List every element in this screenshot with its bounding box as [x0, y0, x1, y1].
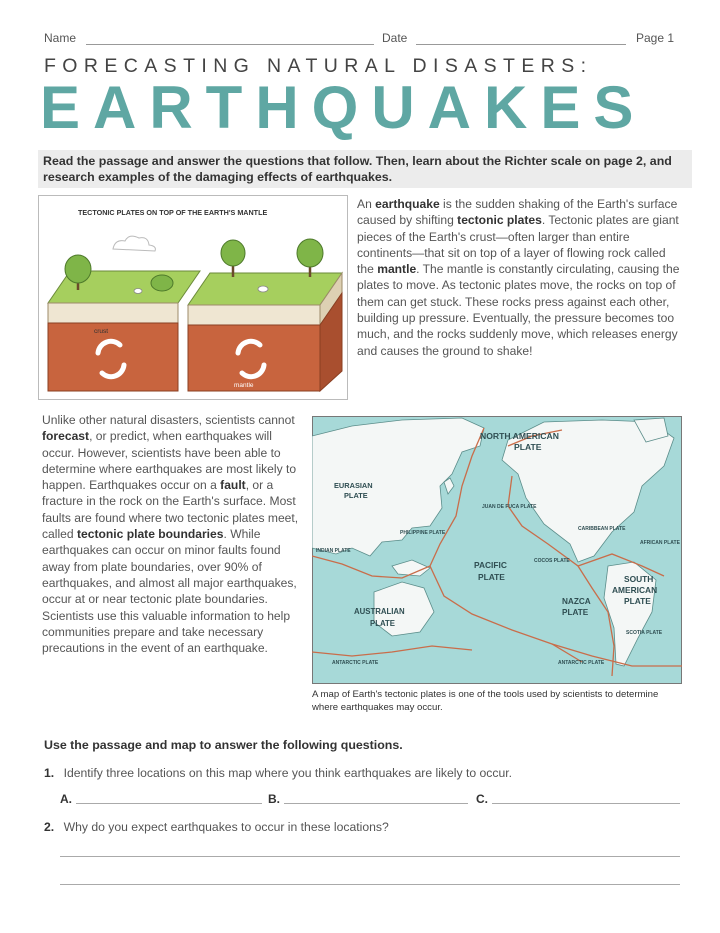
- term-tectonic-plates: tectonic plates: [457, 213, 542, 228]
- plates-illustration-graphic: [38, 195, 348, 400]
- date-field[interactable]: [416, 44, 626, 45]
- answer-b-label: B.: [268, 792, 280, 806]
- passage-forecasting: [42, 412, 304, 656]
- tectonic-plates-map: [312, 416, 682, 684]
- answer-b-line[interactable]: [284, 803, 468, 804]
- map-label-australian: AUSTRALIAN: [354, 607, 405, 616]
- name-field[interactable]: [86, 44, 374, 45]
- answer-c-line[interactable]: [492, 803, 680, 804]
- map-label-indian: INDIAN PLATE: [316, 548, 351, 554]
- map-label-nazca: NAZCA: [562, 597, 591, 606]
- map-label-american: AMERICAN: [612, 585, 658, 595]
- answer-2-line-2[interactable]: [60, 884, 680, 885]
- page-title: EARTHQUAKES: [40, 74, 647, 141]
- term-mantle: mantle: [377, 262, 417, 277]
- passage2-text-2: , or predict, when earthquakes will occur. However, scientists have been able to determine where earthquakes are most likely to happen. Earthquakes occur on a: [42, 429, 297, 493]
- term-forecast: forecast: [42, 429, 90, 444]
- map-label-african: AFRICAN PLATE: [640, 540, 680, 546]
- name-label: Name: [44, 31, 77, 45]
- passage2-text-3: , or a fracture in the rock on the Earth's surface. Most faults are found where two tectonic plates meet, called: [42, 478, 299, 542]
- map-label-nazca-plate: PLATE: [562, 608, 589, 617]
- map-label-eurasian: EURASIAN: [334, 481, 373, 490]
- passage1-text-4: . The mantle is constantly circulating, causing the plates to move. As tectonic plates move, the rocks on top of them can get stuck. These rocks press against each other, building up pressure. Eventually, the pressure becomes too much, and the rocks suddenly move, which releases energy and causes the ground to shake!: [357, 262, 680, 358]
- world-map-graphic: [312, 416, 682, 684]
- map-label-pacific: PACIFIC: [474, 560, 507, 570]
- map-label-south: SOUTH: [624, 574, 654, 584]
- term-fault: fault: [220, 478, 246, 493]
- answer-2-line-1[interactable]: [60, 856, 680, 857]
- map-label-antarctic-west: ANTARCTIC PLATE: [332, 660, 379, 666]
- term-tectonic-plate-boundaries: tectonic plate boundaries: [76, 527, 224, 542]
- page-number: Page 1: [636, 31, 675, 45]
- map-label-north-american: NORTH AMERICAN: [480, 431, 559, 441]
- map-label-eurasian-plate: PLATE: [344, 491, 368, 500]
- passage2-text-1: Unlike other natural disasters, scientists cannot: [42, 413, 295, 427]
- map-label-juan-de-fuca: JUAN DE FUCA PLATE: [482, 504, 537, 510]
- question-2: [44, 820, 389, 834]
- map-label-australian-plate: PLATE: [370, 619, 395, 628]
- passage1-text-3: . Tectonic plates are giant pieces of the Earth's crust—often larger than entire continents—that sit on top of a layer of flowing rock called the: [357, 213, 679, 277]
- passage-earthquake-definition: [357, 196, 685, 359]
- map-label-south-american-plate: PLATE: [624, 596, 651, 606]
- question-1: [44, 766, 512, 780]
- map-label-antarctic-east: ANTARCTIC PLATE: [558, 660, 605, 666]
- map-caption: A map of Earth's tectonic plates is one of the tools used by scientists to determine where earthquakes may occur.: [312, 689, 659, 713]
- map-label-cocos: COCOS PLATE: [534, 558, 570, 564]
- date-label: Date: [382, 31, 408, 45]
- passage2-text-4: . While earthquakes can occur on minor faults found away from plate boundaries, over 90% of earthquakes, and almost all major earthquakes, occur at or near tectonic plate boundaries. Scientists use this valuable information to help communities prepare and take necessary precautions in the event of an earthquake.: [42, 527, 297, 656]
- map-label-caribbean: CARIBBEAN PLATE: [578, 526, 626, 532]
- term-earthquake: earthquake: [375, 197, 440, 211]
- question-1-text: Identify three locations on this map where you think earthquakes are likely to occur.: [63, 766, 513, 780]
- instructions: Read the passage and answer the questions that follow. Then, learn about the Richter scale on page 2, and research examples of the damaging effects of earthquakes.: [38, 150, 692, 188]
- page-subtitle: FORECASTING NATURAL DISASTERS:: [44, 55, 593, 77]
- question-2-number: 2.: [44, 820, 55, 834]
- tectonic-plates-illustration: [38, 195, 348, 400]
- map-label-philippine: PHILIPPINE PLATE: [400, 530, 446, 536]
- crust-label: crust: [94, 328, 109, 335]
- illustration-caption: TECTONIC PLATES ON TOP OF THE EARTH'S MANTLE: [78, 208, 268, 217]
- question-2-text: Why do you expect earthquakes to occur in these locations?: [63, 820, 389, 834]
- mantle-label: mantle: [234, 382, 254, 389]
- answer-a-line[interactable]: [76, 803, 262, 804]
- passage1-text-2: is the sudden shaking of the Earth's surface caused by shifting: [357, 197, 678, 228]
- map-label-pacific-plate: PLATE: [478, 572, 505, 582]
- question-1-number: 1.: [44, 766, 55, 780]
- map-label-scotia: SCOTIA PLATE: [626, 630, 663, 636]
- answer-c-label: C.: [476, 792, 488, 806]
- questions-heading: Use the passage and map to answer the following questions.: [44, 738, 403, 752]
- passage1-text-1: An: [357, 197, 376, 211]
- answer-a-label: A.: [60, 792, 72, 806]
- map-label-north-american-plate: PLATE: [514, 442, 542, 452]
